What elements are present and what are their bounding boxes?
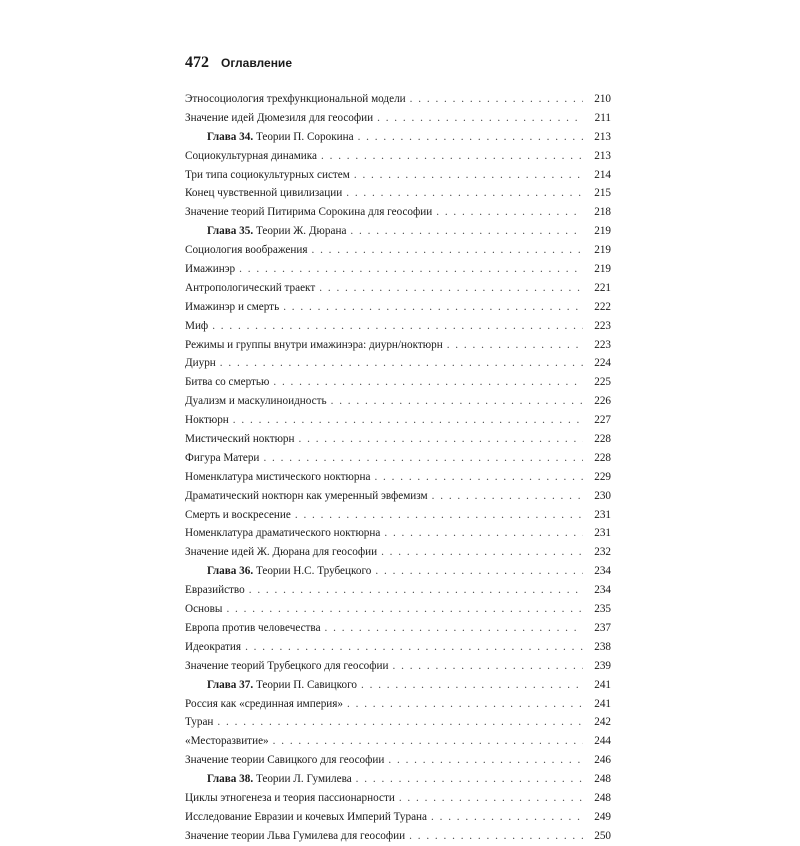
toc-page-number: 228 (594, 451, 611, 464)
toc-page-number: 234 (594, 565, 611, 578)
toc-section-row (185, 90, 611, 109)
dot-leader (356, 770, 583, 789)
toc-page-number: 223 (594, 338, 611, 351)
chapter-number: Глава 36. (207, 565, 254, 578)
toc-page-number: 235 (594, 603, 611, 616)
page-header (185, 54, 292, 72)
toc-section-row (185, 751, 611, 770)
toc-page-number: 218 (594, 206, 611, 219)
toc-section-row (185, 487, 611, 506)
toc-entry-title: Имажинэр и смерть (185, 300, 280, 313)
toc-entry-title: Значение теории Савицкого для геософии (185, 754, 385, 767)
toc-page-number: 225 (594, 376, 611, 389)
toc-page-number: 248 (594, 773, 611, 786)
toc-section-row (185, 279, 611, 298)
toc-entry-title: Битва со смертью (185, 376, 270, 389)
toc-section-row (185, 506, 611, 525)
toc-entry-title: Фигура Матери (185, 451, 260, 464)
toc-section-row (185, 392, 611, 411)
toc-section-row (185, 203, 611, 222)
toc-page-number: 246 (594, 754, 611, 767)
toc-page-number: 239 (594, 659, 611, 672)
toc-section-row (185, 430, 611, 449)
toc-section-row (185, 600, 611, 619)
dot-leader (381, 543, 583, 562)
toc-section-row (185, 713, 611, 732)
dot-leader (436, 203, 583, 222)
toc-entry-title: Социология воображения (185, 244, 308, 257)
toc-chapter-row (185, 770, 611, 789)
toc-section-row (185, 241, 611, 260)
toc-entry-title (207, 128, 354, 147)
toc-entry-title: Идеократия (185, 640, 242, 653)
toc-section-row (185, 468, 611, 487)
toc-page-number: 241 (594, 697, 611, 710)
toc-page-number: 221 (594, 281, 611, 294)
toc-section-row (185, 298, 611, 317)
toc-page-number: 226 (594, 395, 611, 408)
toc-entry-title: Имажинэр (185, 263, 236, 276)
toc-section-row (185, 184, 611, 203)
toc-section-row (185, 695, 611, 714)
chapter-number: Глава 38. (207, 773, 254, 786)
toc-page-number: 214 (594, 168, 611, 181)
toc-page-number: 230 (594, 489, 611, 502)
toc-page-number: 211 (594, 111, 611, 124)
toc-section-row (185, 732, 611, 751)
dot-leader (346, 184, 583, 203)
toc-page-number: 222 (594, 300, 611, 313)
toc-page-number: 227 (594, 414, 611, 427)
page-number: 472 (185, 54, 209, 71)
dot-leader (273, 732, 583, 751)
toc-section-row (185, 166, 611, 185)
chapter-title: Теории Н.С. Трубецкого (255, 565, 372, 578)
toc-page-number: 242 (594, 716, 611, 729)
dot-leader (283, 298, 583, 317)
toc-section-row (185, 449, 611, 468)
toc-page-number: 234 (594, 584, 611, 597)
toc-page-number: 244 (594, 735, 611, 748)
toc-page-number: 238 (594, 640, 611, 653)
dot-leader (245, 638, 583, 657)
dot-leader (239, 260, 583, 279)
toc-section-row (185, 524, 611, 543)
toc-page-number: 223 (594, 319, 611, 332)
toc-section-row (185, 638, 611, 657)
dot-leader (299, 430, 583, 449)
chapter-title: Теории П. Савицкого (255, 678, 358, 691)
toc-entry-title: «Месторазвитие» (185, 735, 269, 748)
chapter-title: Теории Ж. Дюрана (255, 225, 347, 238)
dot-leader (263, 449, 583, 468)
dot-leader (354, 166, 583, 185)
dot-leader (399, 789, 583, 808)
toc-entry-title: Значение идей Ж. Дюрана для геософии (185, 546, 378, 559)
dot-leader (331, 392, 583, 411)
toc-page-number: 228 (594, 433, 611, 446)
toc-section-row (185, 619, 611, 638)
toc-entry-title: Ноктюрн (185, 414, 229, 427)
toc-section-row (185, 147, 611, 166)
toc-entry-title: Исследование Евразии и кочевых Империй Турана (185, 810, 427, 823)
toc-entry-title (207, 222, 346, 241)
toc-page-number: 229 (594, 470, 611, 483)
toc-page-number: 213 (594, 130, 611, 143)
dot-leader (409, 827, 583, 846)
dot-leader (319, 279, 583, 298)
dot-leader (347, 695, 583, 714)
toc-entry-title (207, 676, 357, 695)
dot-leader (325, 619, 583, 638)
toc-entry-title: Россия как «срединная империя» (185, 697, 344, 710)
toc-section-row (185, 109, 611, 128)
dot-leader (217, 713, 583, 732)
toc-entry-title: Циклы этногенеза и теория пассионарности (185, 791, 395, 804)
dot-leader (311, 241, 583, 260)
dot-leader (410, 90, 583, 109)
dot-leader (375, 562, 583, 581)
toc-chapter-row (185, 128, 611, 147)
chapter-number: Глава 35. (207, 225, 254, 238)
toc-chapter-row (185, 222, 611, 241)
dot-leader (431, 808, 583, 827)
toc-entry-title: Евразийство (185, 584, 245, 597)
chapter-number: Глава 34. (207, 130, 254, 143)
toc-section-row (185, 657, 611, 676)
dot-leader (273, 373, 583, 392)
dot-leader (377, 109, 583, 128)
toc-page-number: 248 (594, 791, 611, 804)
toc-section-row (185, 543, 611, 562)
dot-leader (447, 336, 583, 355)
toc-entry-title: Значение теории Льва Гумилева для геософии (185, 829, 406, 842)
toc-entry-title: Европа против человечества (185, 621, 321, 634)
toc-section-row (185, 354, 611, 373)
dot-leader (212, 317, 583, 336)
toc-page-number: 249 (594, 810, 611, 823)
toc-entry-title: Три типа социокультурных систем (185, 168, 350, 181)
dot-leader (384, 524, 583, 543)
dot-leader (388, 751, 583, 770)
toc-entry-title: Конец чувственной цивилизации (185, 187, 343, 200)
toc-entry-title: Туран (185, 716, 214, 729)
toc-page-number: 219 (594, 225, 611, 238)
toc-section-row (185, 336, 611, 355)
toc-page-number: 231 (594, 508, 611, 521)
dot-leader (233, 411, 583, 430)
toc-chapter-row (185, 562, 611, 581)
toc-entry-title: Номенклатура мистического ноктюрна (185, 470, 371, 483)
chapter-title: Теории П. Сорокина (255, 130, 354, 143)
toc-entry-title: Социокультурная динамика (185, 149, 318, 162)
dot-leader (350, 222, 583, 241)
dot-leader (295, 506, 583, 525)
dot-leader (249, 581, 583, 600)
toc-entry-title: Режимы и группы внутри имажинэра: диурн/ноктюрн (185, 338, 443, 351)
toc-entry-title: Значение идей Дюмезиля для геософии (185, 111, 374, 124)
toc-section-row (185, 260, 611, 279)
toc-entry-title: Основы (185, 603, 223, 616)
toc-page-number: 231 (594, 527, 611, 540)
toc-entry-title (207, 562, 371, 581)
toc-entry-title: Смерть и воскресение (185, 508, 291, 521)
toc-entry-title: Мистический ноктюрн (185, 433, 295, 446)
toc-page-number: 210 (594, 93, 611, 105)
toc-page-number: 237 (594, 621, 611, 634)
toc-page-number: 219 (594, 263, 611, 276)
toc-entry-title: Драматический ноктюрн как умеренный эвфемизм (185, 489, 428, 502)
chapter-title: Теории Л. Гумилева (255, 773, 352, 786)
toc-entry-title: Значение теорий Трубецкого для геософии (185, 659, 389, 672)
toc-page-number: 250 (594, 829, 611, 842)
toc-entry-title: Диурн (185, 357, 216, 370)
toc-entry-title: Номенклатура драматического ноктюрна (185, 527, 381, 540)
dot-leader (226, 600, 583, 619)
chapter-number: Глава 37. (207, 678, 254, 691)
dot-leader (220, 354, 583, 373)
toc-page-number: 215 (594, 187, 611, 200)
toc-entry-title: Миф (185, 319, 209, 332)
toc-section-row (185, 808, 611, 827)
toc-section-row (185, 411, 611, 430)
toc-entry-title: Антропологический траект (185, 281, 316, 294)
toc-section-row (185, 373, 611, 392)
toc-section-row (185, 581, 611, 600)
toc-chapter-row (185, 676, 611, 695)
toc-section-row (185, 827, 611, 846)
running-title: Оглавление (221, 56, 292, 70)
toc-entry-title: Этносоциология трехфункциональной модели (185, 93, 406, 105)
toc-page-number: 224 (594, 357, 611, 370)
toc-page-number: 241 (594, 678, 611, 691)
toc-section-row (185, 789, 611, 808)
toc-section-row (185, 317, 611, 336)
dot-leader (432, 487, 583, 506)
dot-leader (393, 657, 584, 676)
dot-leader (321, 147, 583, 166)
toc-entry-title: Значение теорий Питирима Сорокина для геософии (185, 206, 433, 219)
toc-page-number: 219 (594, 244, 611, 257)
toc-entry-title: Дуализм и маскулиноидность (185, 395, 327, 408)
toc-entry-title (207, 770, 352, 789)
toc-page-number: 232 (594, 546, 611, 559)
dot-leader (374, 468, 583, 487)
dot-leader (358, 128, 583, 147)
table-of-contents (185, 90, 611, 846)
dot-leader (361, 676, 583, 695)
toc-page-number: 213 (594, 149, 611, 162)
